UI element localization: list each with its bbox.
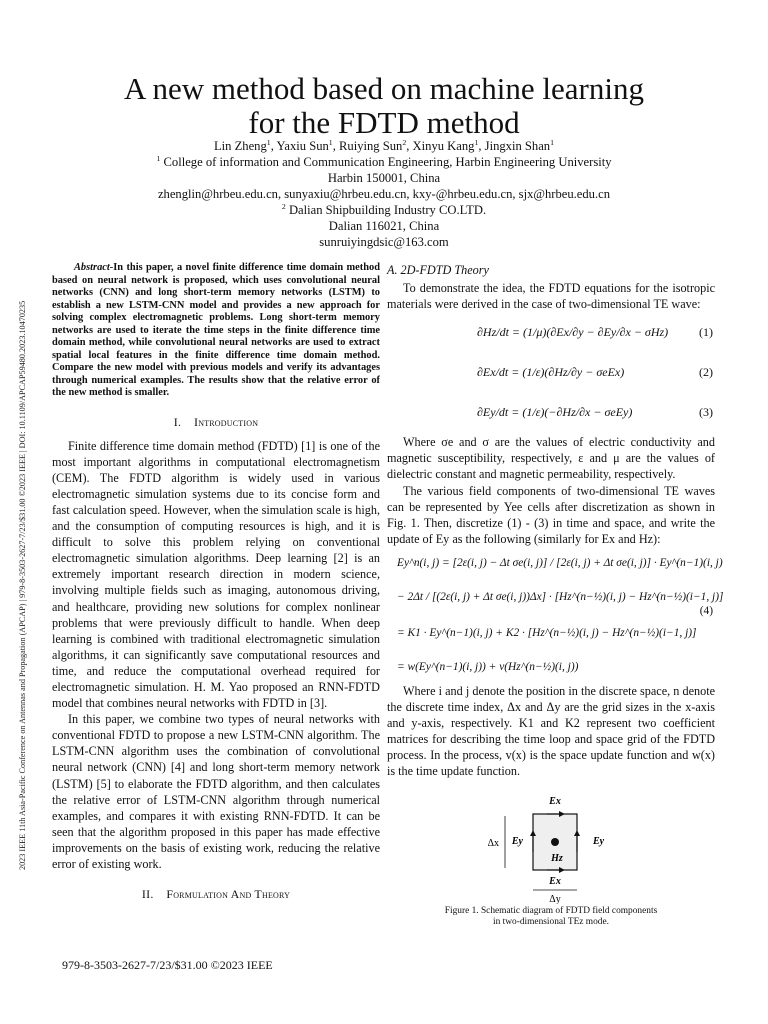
author-name: Lin Zheng — [213, 139, 267, 153]
right-column — [387, 262, 724, 929]
equation-1 — [387, 314, 715, 352]
author-name: Yaxiu Sun — [276, 139, 329, 153]
fdtd-paragraph-1: To demonstrate the idea, the FDTD equations for the isotropic materials were derived in the case of two-dimensional TE wave: — [387, 281, 715, 312]
equation-3 — [387, 394, 715, 432]
title-line-1: A new method based on machine learning — [124, 71, 644, 106]
equation-4-line-3: = K1 · Ey^(n−1)(i, j) + K2 · [Hz^(n−½)(i, j) − Hz^(n−½)(i−1, j)] — [397, 626, 697, 639]
affil-mark: 2 — [402, 137, 407, 147]
affiliation-1 — [60, 154, 708, 170]
affil-mark: 1 — [266, 137, 271, 147]
affiliation-1-city: Harbin 150001, China — [327, 171, 441, 185]
equation-4-number: (4) — [699, 604, 713, 617]
abstract-label: Abstract — [74, 262, 110, 273]
ex-top-label: Ex — [549, 795, 561, 807]
author-name: Ruiying Sun — [339, 139, 403, 153]
equation-2-body: ∂Ex/dt = (1/ε)(∂Hz/∂y − σeEx) — [477, 365, 625, 380]
equation-4-line-4: = w(Ey^(n−1)(i, j)) + v(Hz^(n−½)(i, j)) — [397, 660, 579, 673]
doi-note: 2023 IEEE 11th Asia-Pacific Conference on Antennas and Propagation (APCAP) | 979-8-3503-2627-7/23/$31.00 ©2023 IEEE | DOI: 10.1109/APCAP59480.2023.10470235 — [18, 300, 27, 870]
equation-2 — [387, 354, 715, 392]
affil-mark: 2 — [281, 201, 286, 211]
affiliation-2 — [60, 202, 708, 218]
left-column — [52, 262, 380, 910]
hz-label: Hz — [551, 852, 563, 864]
equation-4-line-2: − 2Δt / [(2ε(i, j) + Δt σe(i, j))Δx] · [Hz^(n−½)(i, j) − Hz^(n−½)(i−1, j)] — [397, 590, 724, 603]
intro-paragraph-1: Finite difference time domain method (FDTD) [1] is one of the most important algorithms in computational electromagnetism (CEM). The FDTD algorithm is widely used in various electromagnetic simulation systems due to its concise form and fast calculation speed. However, when the simulation scale is high, and the consumption of computing resources is high, and it is difficult to solve this problem relying on conventional electromagnetic simulation algorithms. Deep learning [2] is an extremely important research direction in modern science, involving multiple fields such as imaging, autonomous driving, and healthcare, providing new solutions for complex nonlinear problems that were previously difficult to handle. When deep learning is combined with traditional electromagnetic simulation algorithms, it can significantly save computational resources and time, and reduce the computational overhead required for electromagnetic simulation. H. M. Yao proposed an RNN-FDTD model that combines neural networks with FDTD in [3]. — [52, 438, 380, 711]
title-line-2: for the FDTD method — [248, 105, 520, 140]
ey-left-label: Ey — [511, 835, 523, 847]
section-heading-introduction — [52, 414, 380, 430]
author-names: Lin Zheng$^1$, Yaxiu Sun$^1$, Ruiying Sun$^2$, Xinyu Kang$^1$, Jingxin Shan$^1$ — [213, 137, 555, 153]
figure-1-caption — [387, 906, 715, 929]
affil-mark: 1 — [328, 137, 333, 147]
equation-2-number: (2) — [699, 365, 713, 380]
ex-bottom-label: Ex — [549, 875, 561, 887]
page-footer: 979-8-3503-2627-7/23/$31.00 ©2023 IEEE — [62, 958, 273, 972]
dy-label: Δy — [549, 893, 561, 904]
section-number: I. — [173, 414, 182, 429]
affil-mark: 1 — [156, 153, 161, 163]
ey-right-label: Ey — [593, 835, 605, 847]
yee-cell-diagram — [387, 786, 715, 904]
intro-paragraph-2: In this paper, we combine two types of neural networks with conventional FDTD to propose a new LSTM-CNN algorithm. The LSTM-CNN algorithm uses the combination of convolutional neural network (CNN) [4] and long short-term memory network (LSTM) [5] to elaborate the FDTD algorithm, and then calculates the relative error of LSTM-CNN algorithm through numerical examples, and compares it with existing RNN-FDTD. It can be seen that the algorithm proposed in this paper has made effective improvements on the basis of existing work, reducing the relative error of existing work. — [52, 712, 380, 872]
affiliation-2-name: Dalian Shipbuilding Industry CO.LTD. — [288, 203, 487, 217]
author-name: Xinyu Kang — [412, 139, 475, 153]
section-number: II. — [141, 887, 154, 902]
equation-3-number: (3) — [699, 405, 713, 420]
fdtd-paragraph-2: Where σe and σ are the values of electric conductivity and magnetic susceptibility, respectively, ε and μ are the values of dielectric constant and magnetic permeability, respectively. — [387, 435, 715, 482]
affiliation-2-email: sunruiyingdsic@163.com — [319, 235, 449, 249]
affil-mark: 1 — [474, 137, 479, 147]
fdtd-paragraph-3: The various field components of two-dimensional TE waves can be represented by Yee cells after discretization as shown in Fig. 1. Then, discretize (1) - (3) in time and space, and write the update of Ey as the following (similarly for Ex and Hz): — [387, 483, 715, 546]
dx-label: Δx — [487, 837, 499, 849]
hz-node — [551, 838, 559, 846]
affil-mark: 1 — [550, 137, 555, 147]
section-title: Formulation And Theory — [166, 887, 291, 902]
author-block — [60, 138, 708, 250]
paper-title — [60, 72, 708, 140]
author-name: Jingxin Shan — [484, 139, 551, 153]
equation-3-body: ∂Ey/dt = (1/ε)(−∂Hz/∂x − σeEy) — [477, 405, 633, 420]
side-margin-note — [8, 150, 28, 870]
affiliation-2-city: Dalian 116021, China — [328, 219, 440, 233]
figure-1 — [387, 786, 715, 904]
caption-line-2: in two-dimensional TEz mode. — [493, 917, 609, 927]
author-emails: zhenglin@hrbeu.edu.cn, sunyaxiu@hrbeu.edu.cn, kxy-@hrbeu.edu.cn, sjx@hrbeu.edu.cn — [157, 187, 611, 201]
equation-4 — [387, 547, 724, 683]
section-title: Introduction — [194, 414, 259, 429]
abstract-text: -In this paper, a novel finite difference time domain method based on neural network is proposed, which uses convolutional neural networks (CNN) and long short-term memory networks (LSTM) to establish a new LSTM-CNN model and provides a new approach for solving complex electromagnetic problems. Long short-term memory networks are used to iterate the time steps in the finite difference time domain method, while convolutional neural networks are used to extract spatial local features in the finite difference time domain method. Compare the new model with previous models and verify its advantages through numerical examples. The results show that the relative error of the new method is smaller. — [52, 262, 380, 398]
abstract — [52, 262, 380, 400]
subsection-heading: A. 2D-FDTD Theory — [387, 263, 489, 277]
section-heading-formulation — [52, 886, 380, 902]
affiliation-1-name: College of information and Communication Engineering, Harbin Engineering University — [163, 155, 612, 169]
equation-1-body: ∂Hz/dt = (1/μ)(∂Ex/∂y − ∂Ey/∂x − σHz) — [477, 325, 669, 340]
equation-4-line-1: Ey^n(i, j) = [2ε(i, j) − Δt σe(i, j)] / [2ε(i, j) + Δt σe(i, j)] · Ey^(n−1)(i, j) — [397, 556, 723, 569]
equation-1-number: (1) — [699, 325, 713, 340]
caption-line-1: Figure 1. Schematic diagram of FDTD field components — [444, 905, 658, 916]
fdtd-paragraph-4: Where i and j denote the position in the discrete space, n denote the discrete time index, Δx and Δy are the grid sizes in the x-axis and y-axis, respectively. K1 and K2 represent two coefficient matrices for describing the time loop and space grid of the FDTD process. In the process, v(x) is the space update function and w(x) is the time update function. — [387, 683, 715, 779]
